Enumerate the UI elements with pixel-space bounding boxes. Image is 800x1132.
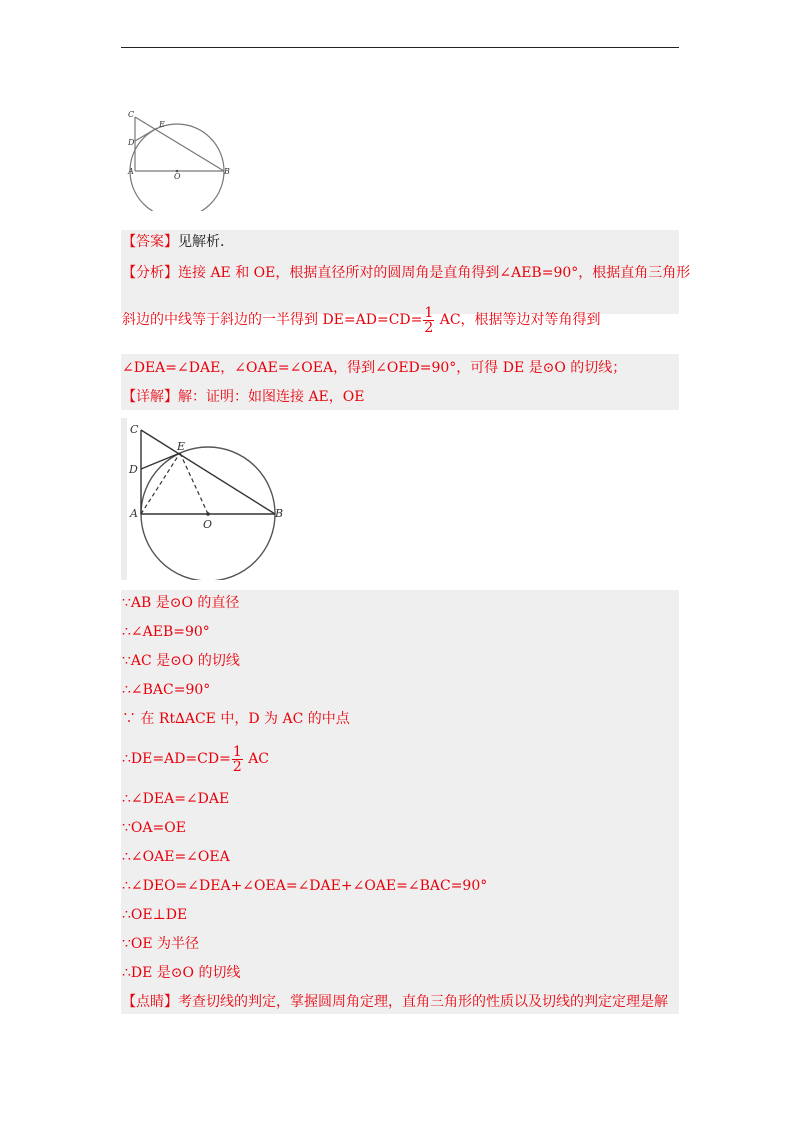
proof-step-fraction <box>122 744 269 774</box>
proof-step: ∵ 在 Rt∆ACE 中，D 为 AC 的中点 <box>122 711 350 727</box>
fraction-half <box>423 306 434 335</box>
fraction-denominator: 2 <box>232 758 242 775</box>
proof-step: ∴∠DEO=∠DEA+∠OEA=∠DAE+∠OAE=∠BAC=90° <box>122 878 488 894</box>
detail-text: 解：证明：如图连接 AE，OE <box>178 389 365 405</box>
analysis-text-1: 连接 AE 和 OE，根据直径所对的圆周角是直角得到∠AEB=90°，根据直角三角形 <box>178 265 691 281</box>
fig2-label-e: E <box>177 440 186 453</box>
proof-step: ∵OE 为半径 <box>122 936 200 952</box>
answer-tag: 【答案】 <box>122 234 178 250</box>
proof-step: ∵AC 是⊙O 的切线 <box>122 653 240 669</box>
fig2-label-a: A <box>130 507 138 520</box>
fig1-label-d: D <box>128 138 135 147</box>
analysis-tag: 【分析】 <box>122 265 178 281</box>
fraction-numerator: 1 <box>232 743 242 760</box>
fig2-label-c: C <box>130 423 139 436</box>
fig1-label-b: B <box>224 167 230 176</box>
proof-s6-pre: ∴DE=AD=CD= <box>122 751 231 767</box>
detail-line <box>122 388 364 406</box>
answer-text: 见解析. <box>178 234 225 250</box>
fig1-label-o: O <box>174 172 181 181</box>
comment-tag: 【点睛】 <box>122 994 178 1010</box>
analysis-line-1 <box>122 264 690 282</box>
comment-line <box>122 993 668 1011</box>
analysis-line-2 <box>122 305 601 335</box>
fig1-label-a: A <box>128 167 134 176</box>
proof-step: ∴∠BAC=90° <box>122 682 211 698</box>
geometry-figure-large <box>127 418 293 580</box>
fig1-label-c: C <box>128 110 135 119</box>
proof-step: ∴∠DEA=∠DAE <box>122 791 230 807</box>
geometry-figure-small <box>124 103 240 211</box>
answer-line <box>122 233 224 251</box>
fig2-label-b: B <box>275 507 284 520</box>
comment-text: 考查切线的判定，掌握圆周角定理，直角三角形的性质以及切线的判定定理是解 <box>178 994 668 1010</box>
fraction-denominator: 2 <box>424 319 434 336</box>
fig2-label-d: D <box>129 463 138 476</box>
proof-step: ∴OE⊥DE <box>122 907 188 923</box>
fig2-label-o: O <box>203 518 213 531</box>
proof-step: ∵OA=OE <box>122 820 186 836</box>
analysis-text-2-pre: 斜边的中线等于斜边的一半得到 DE=AD=CD= <box>122 312 423 328</box>
analysis-line-3 <box>122 359 626 377</box>
proof-step: ∵AB 是⊙O 的直径 <box>122 595 240 611</box>
fraction-half <box>232 745 243 774</box>
proof-step: ∴∠OAE=∠OEA <box>122 849 230 865</box>
fraction-numerator: 1 <box>424 304 434 321</box>
header-rule <box>121 47 679 48</box>
analysis-text-3: ∠DEA=∠DAE，∠OAE=∠OEA，得到∠OED=90°，可得 DE 是⊙O 的切线； <box>122 360 627 376</box>
geometry-figure-frame <box>121 418 293 580</box>
proof-step: ∴∠AEB=90° <box>122 624 210 640</box>
detail-tag: 【详解】 <box>122 389 178 405</box>
proof-step: ∴DE 是⊙O 的切线 <box>122 965 241 981</box>
analysis-text-2-post: AC，根据等边对等角得到 <box>435 312 601 328</box>
fig1-label-e: E <box>159 120 165 129</box>
proof-s6-post: AC <box>243 751 270 767</box>
